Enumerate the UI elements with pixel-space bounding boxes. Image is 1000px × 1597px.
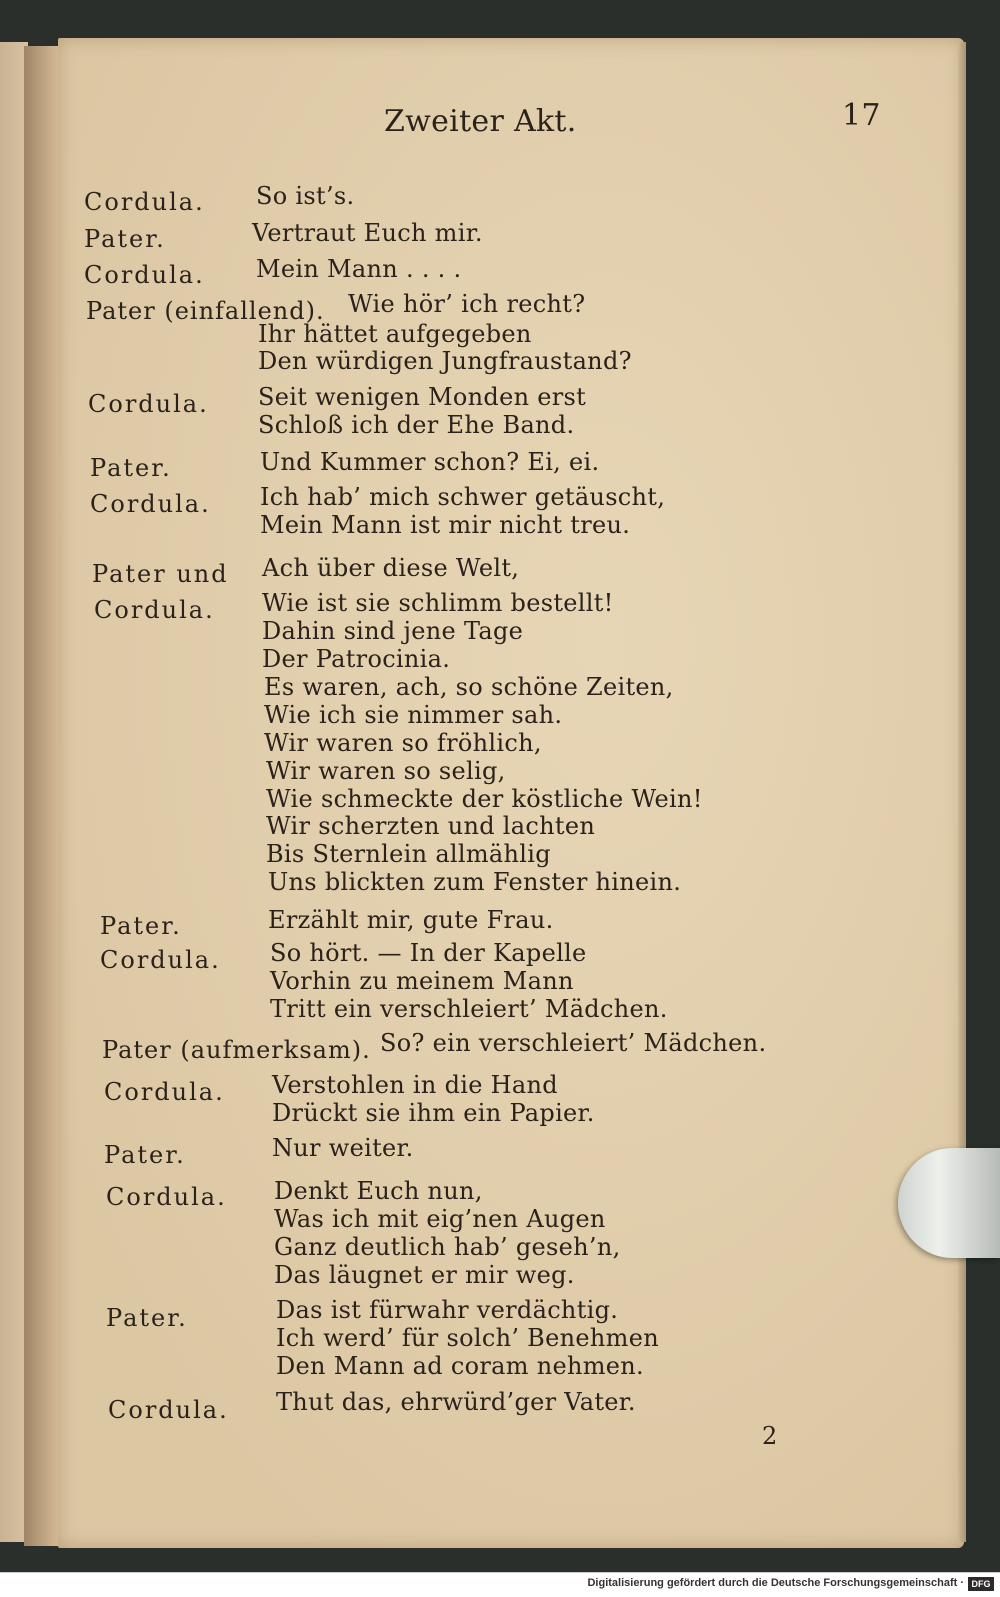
line-text: Erzählt mir, gute Frau. (268, 906, 554, 934)
line-text: Ihr hättet aufgegeben (258, 320, 532, 348)
line-text: Tritt ein verschleiert’ Mädchen. (270, 995, 668, 1023)
line-text: Das ist fürwahr verdächtig. (276, 1296, 619, 1324)
speaker-label: Cordula. (88, 390, 209, 418)
line-text: Und Kummer schon? Ei, ei. (260, 448, 600, 476)
speaker-label: Cordula. (90, 490, 211, 518)
speaker-label: Pater. (84, 225, 166, 253)
line-text: Ganz deutlich hab’ geseh’n, (274, 1233, 621, 1261)
line-text: Was ich mit eig’nen Augen (274, 1205, 606, 1233)
line-text: Dahin sind jene Tage (262, 617, 524, 645)
line-text: Denkt Euch nun, (274, 1177, 483, 1205)
line-text: Drückt sie ihm ein Papier. (272, 1099, 595, 1127)
page-number: 17 (842, 98, 881, 133)
page-clip (898, 1148, 1000, 1258)
speaker-label: Pater. (100, 912, 182, 940)
line-text: Wie schmeckte der köstliche Wein! (266, 785, 703, 813)
line-text: Uns blickten zum Fenster hinein. (268, 868, 682, 896)
speaker-label: Pater und (92, 560, 229, 588)
page-title: Zweiter Akt. (384, 104, 577, 139)
speaker-label: Cordula. (84, 188, 205, 216)
speaker-label: Cordula. (100, 946, 221, 974)
line-text: Den Mann ad coram nehmen. (276, 1352, 644, 1380)
line-text: Ich hab’ mich schwer getäuscht, (260, 483, 666, 511)
line-text: Der Patrocinia. (262, 645, 451, 673)
footer-credit: Digitalisierung gefördert durch die Deutsche Forschungsgemeinschaft · (587, 1577, 964, 1589)
line-text: Es waren, ach, so schöne Zeiten, (264, 673, 674, 701)
line-text: Wie hör’ ich recht? (348, 290, 586, 318)
line-text: So ist’s. (256, 182, 355, 210)
speaker-label: Pater. (104, 1141, 186, 1169)
speaker-label: Pater (aufmerksam). (102, 1036, 371, 1064)
line-text: Ach über diese Welt, (262, 554, 520, 582)
line-text: Mein Mann ist mir nicht treu. (260, 511, 631, 539)
line-text: Bis Sternlein allmählig (266, 840, 551, 868)
speaker-label: Pater. (90, 454, 172, 482)
speaker-label: Cordula. (94, 596, 215, 624)
line-text: Wir waren so fröhlich, (264, 729, 542, 757)
line-text: Wir scherzten und lachten (266, 812, 596, 840)
line-text: Wir waren so selig, (266, 757, 506, 785)
line-text: Wie ich sie nimmer sah. (264, 701, 563, 729)
speaker-label: Pater. (106, 1304, 188, 1332)
line-text: Das läugnet er mir weg. (274, 1261, 575, 1289)
signature-mark: 2 (762, 1422, 778, 1450)
line-text: Vorhin zu meinem Mann (270, 967, 574, 995)
page-edge (958, 42, 966, 1542)
line-text: Verstohlen in die Hand (272, 1071, 558, 1099)
line-text: Vertraut Euch mir. (252, 219, 483, 247)
speaker-label: Cordula. (84, 261, 205, 289)
speaker-label: Cordula. (104, 1078, 225, 1106)
line-text: So hört. — In der Kapelle (270, 939, 587, 967)
line-text: So? ein verschleiert’ Mädchen. (380, 1029, 767, 1057)
speaker-label: Pater (einfallend). (86, 297, 325, 325)
speaker-label: Cordula. (106, 1183, 227, 1211)
line-text: Seit wenigen Monden erst (258, 383, 587, 411)
speaker-label: Cordula. (108, 1396, 229, 1424)
dfg-logo: DFG (968, 1577, 994, 1591)
line-text: Schloß ich der Ehe Band. (258, 411, 575, 439)
line-text: Nur weiter. (272, 1134, 414, 1162)
line-text: Ich werd’ für solch’ Benehmen (276, 1324, 659, 1352)
footer-bar (0, 1572, 1000, 1597)
line-text: Den würdigen Jungfraustand? (258, 347, 632, 375)
line-text: Mein Mann . . . . (256, 255, 462, 283)
line-text: Thut das, ehrwürd’ger Vater. (276, 1388, 636, 1416)
line-text: Wie ist sie schlimm bestellt! (262, 589, 614, 617)
